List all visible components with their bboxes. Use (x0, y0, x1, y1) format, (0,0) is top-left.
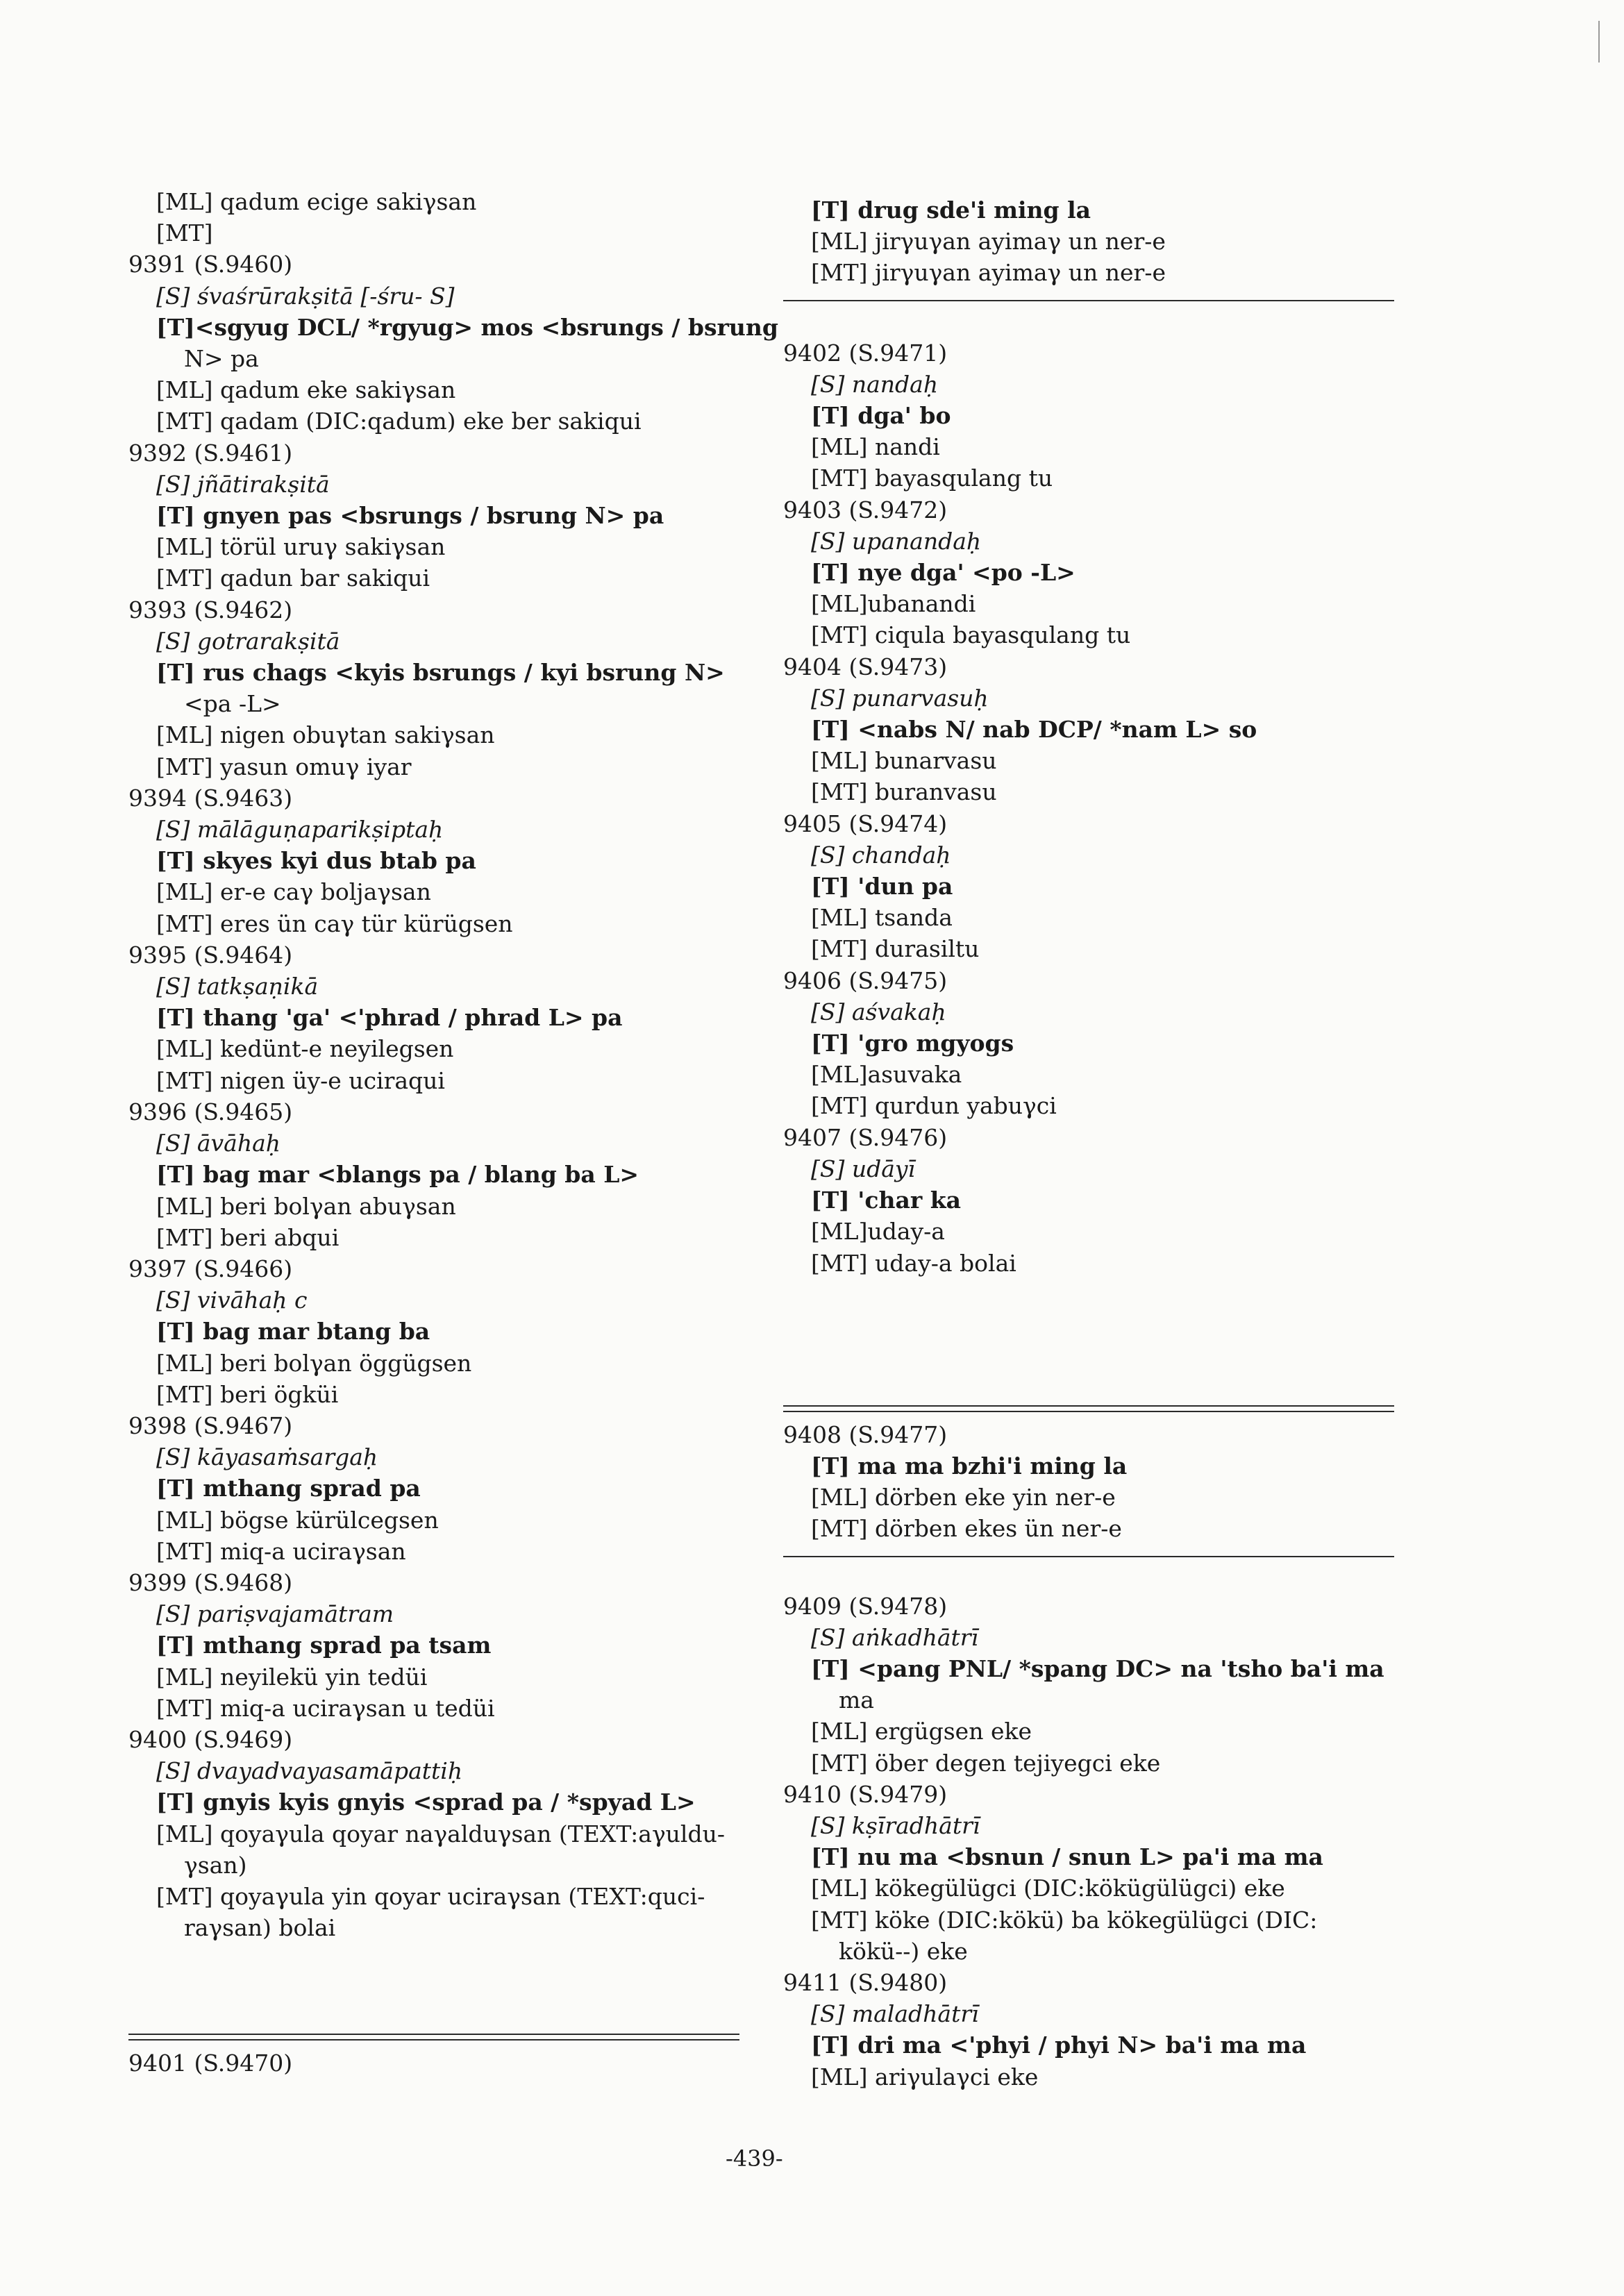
mongolian-ml-line: [ML] beri bolγan abuγsan (156, 1192, 456, 1220)
tibetan-line: [T] 'dun pa (811, 873, 953, 900)
tibetan-line: [T] bag mar <blangs pa / blang ba L> (156, 1161, 639, 1189)
mongolian-ml-line: [ML] nigen obuγtan sakiγsan (156, 721, 495, 749)
tibetan-line: [T] 'char ka (811, 1187, 961, 1214)
entry-number: 9400 (S.9469) (128, 1725, 293, 1753)
sanskrit-line: [S] pariṣvajamātram (156, 1600, 394, 1628)
tibetan-line: [T] dga' bo (811, 402, 951, 430)
mongolian-ml-line: [ML]uday-a (811, 1218, 945, 1246)
mongolian-mt-line: [MT] miq-a uciraγsan (156, 1537, 406, 1565)
tibetan-line: [T] ma ma bzhi'i ming la (811, 1452, 1128, 1480)
mongolian-mt-line: [MT] buranvasu (811, 778, 997, 806)
sanskrit-line: [S] kṣīradhātrī (811, 1811, 980, 1839)
entry-continuation: raγsan) bolai (184, 1914, 336, 1942)
sanskrit-line: [S] dvayadvayasamāpattiḥ (156, 1757, 463, 1785)
mongolian-mt-line: [MT] eres ün caγ tür kürügsen (156, 910, 513, 937)
mongolian-mt-line: [MT] yasun omuγ iyar (156, 753, 412, 780)
tibetan-line: [T] <pang PNL/ *spang DC> na 'tsho ba'i ma (811, 1654, 1384, 1682)
mongolian-ml-line: [ML] jirγuγan ayimaγ un ner-e (811, 228, 1166, 255)
sanskrit-line: [S] mālāguṇaparikṣiptaḥ (156, 816, 444, 844)
entry-number: 9399 (S.9468) (128, 1568, 293, 1596)
entry-number: 9403 (S.9472) (783, 496, 948, 523)
section-rule (783, 300, 1394, 301)
sanskrit-line: [S] jñātirakṣitā (156, 470, 330, 498)
mongolian-mt-line: [MT] nigen üy-e uciraqui (156, 1066, 445, 1094)
mongolian-mt-line: [MT] qadun bar sakiqui (156, 564, 430, 592)
mongolian-ml-line: [ML] qoyaγula qoyar naγalduγsan (TEXT:aγuldu- (156, 1820, 726, 1847)
sanskrit-line: [S] śvaśrūrakṣitā [-śru- S] (156, 282, 455, 310)
mongolian-ml-line: [ML] tsanda (811, 904, 953, 932)
tibetan-line: [T] <nabs N/ nab DCP/ *nam L> so (811, 716, 1257, 744)
entry-number: 9393 (S.9462) (128, 596, 293, 623)
tibetan-line: [T] thang 'ga' <'phrad / phrad L> pa (156, 1004, 623, 1032)
mongolian-mt-line: [MT] qadam (DIC:qadum) eke ber sakiqui (156, 408, 642, 435)
entry-number: 9407 (S.9476) (783, 1123, 948, 1151)
entry-number: 9394 (S.9463) (128, 784, 293, 812)
left-spacer (128, 1943, 753, 2025)
double-rule (128, 2034, 739, 2035)
entry-number: 9408 (S.9477) (783, 1421, 948, 1448)
mongolian-mt-line: [MT] beri abqui (156, 1223, 340, 1251)
mongolian-mt-line: [MT] qoyaγula yin qoyar uciraγsan (TEXT:quci- (156, 1882, 705, 1910)
mongolian-ml-line: [ML] törül uruγ sakiγsan (156, 533, 446, 561)
sanskrit-line: [S] punarvasuḥ (811, 684, 989, 712)
mongolian-ml-line: [ML] neyilekü yin tedüi (156, 1663, 428, 1691)
mongolian-mt-line: [MT] (156, 219, 213, 247)
sanskrit-line: [S] vivāhaḥ c (156, 1287, 308, 1314)
entry-continuation: γsan) (184, 1851, 247, 1879)
mongolian-mt-line: [MT] köke (DIC:kökü) ba kökegülügci (DIC: (811, 1906, 1318, 1934)
mongolian-mt-line: [MT] dörben ekes ün ner-e (811, 1515, 1122, 1543)
section-rule (783, 1556, 1394, 1557)
right-column (783, 194, 1408, 2093)
mongolian-ml-line: [ML] qadum ecige sakiγsan (156, 188, 477, 215)
tibetan-line: [T]<sgyug DCL/ *rgyug> mos <bsrungs / bsrung (156, 313, 778, 341)
entry-continuation: <pa -L> (184, 690, 281, 718)
entry-continuation: N> pa (184, 345, 259, 373)
mongolian-ml-line: [ML]asuvaka (811, 1061, 962, 1089)
entry-number: 9406 (S.9475) (783, 966, 948, 994)
mongolian-ml-line: [ML] kedünt-e neyilegsen (156, 1035, 454, 1063)
mongolian-mt-line: [MT] qurdun yabuγci (811, 1092, 1057, 1120)
scan-edge-mark (1598, 21, 1600, 62)
tibetan-line: [T] rus chags <kyis bsrungs / kyi bsrung N> (156, 659, 725, 687)
tibetan-line: [T] nu ma <bsnun / snun L> pa'i ma ma (811, 1843, 1323, 1871)
mongolian-mt-line: [MT] jirγuγan ayimaγ un ner-e (811, 259, 1166, 287)
entry-number: 9411 (S.9480) (783, 1968, 948, 1996)
boxed-entry (783, 1419, 1408, 1545)
mongolian-mt-line: [MT] öber degen tejiyegci eke (811, 1749, 1161, 1777)
mongolian-ml-line: [ML] qadum eke sakiγsan (156, 376, 456, 404)
mongolian-ml-line: [ML] bögse kürülcegsen (156, 1506, 439, 1534)
mongolian-mt-line: [MT] miq-a uciraγsan u tedüi (156, 1694, 495, 1722)
entry-number: 9410 (S.9479) (783, 1780, 948, 1808)
right-middle-entries (783, 337, 1408, 1279)
mongolian-mt-line: [MT] ciqula bayasqulang tu (811, 621, 1131, 649)
left-entries (128, 186, 778, 1943)
tibetan-line: [T] skyes kyi dus btab pa (156, 847, 476, 875)
sanskrit-line: [S] āvāhaḥ (156, 1130, 281, 1157)
footer-entry-number: 9401 (S.9470) (128, 2050, 293, 2077)
entry-number: 9409 (S.9478) (783, 1592, 948, 1620)
sanskrit-line: [S] udāyī (811, 1155, 916, 1182)
tibetan-line: [T] gnyen pas <bsrungs / bsrung N> pa (156, 502, 664, 530)
mongolian-ml-line: [ML] nandi (811, 433, 940, 461)
entry-number: 9405 (S.9474) (783, 810, 948, 837)
tibetan-line: [T] drug sde'i ming la (811, 196, 1091, 224)
sanskrit-line: [S] tatkṣaṇikā (156, 973, 319, 1000)
page-number: -439- (726, 2145, 783, 2172)
tibetan-line: [T] 'gro mgyogs (811, 1030, 1014, 1057)
sanskrit-line: [S] maladhātrī (811, 2000, 979, 2028)
mongolian-mt-line: [MT] durasiltu (811, 935, 980, 963)
tibetan-line: [T] nye dga' <po -L> (811, 559, 1075, 587)
entry-number: 9392 (S.9461) (128, 439, 293, 467)
entry-number: 9404 (S.9473) (783, 653, 948, 680)
mongolian-ml-line: [ML]ubanandi (811, 590, 976, 618)
entry-number: 9391 (S.9460) (128, 251, 293, 278)
entry-number: 9398 (S.9467) (128, 1411, 293, 1439)
mongolian-mt-line: [MT] bayasqulang tu (811, 464, 1053, 492)
right-bottom-entries (783, 1591, 1408, 2093)
tibetan-line: [T] dri ma <'phyi / phyi N> ba'i ma ma (811, 2031, 1307, 2059)
entry-number: 9396 (S.9465) (128, 1098, 293, 1125)
mongolian-mt-line: [MT] uday-a bolai (811, 1249, 1016, 1277)
mongolian-ml-line: [ML] dörben eke yin ner-e (811, 1484, 1116, 1511)
sanskrit-line: [S] kāyasaṁsargaḥ (156, 1443, 378, 1471)
mongolian-ml-line: [ML] er-e caγ boljaγsan (156, 878, 431, 906)
right-top-entries (783, 194, 1408, 289)
mongolian-mt-line: [MT] beri ögküi (156, 1380, 339, 1408)
sanskrit-line: [S] aśvakaḥ (811, 998, 946, 1025)
tibetan-line: [T] mthang sprad pa (156, 1475, 421, 1502)
sanskrit-line: [S] chandaḥ (811, 841, 951, 869)
double-rule (783, 1405, 1394, 1407)
tibetan-line: [T] gnyis kyis gnyis <sprad pa / *spyad L> (156, 1788, 696, 1816)
sanskrit-line: [S] aṅkadhātrī (811, 1623, 979, 1651)
tibetan-line: [T] bag mar btang ba (156, 1318, 430, 1346)
mongolian-ml-line: [ML] bunarvasu (811, 747, 997, 775)
entry-continuation: ma (839, 1686, 874, 1714)
mongolian-ml-line: [ML] beri bolγan öggügsen (156, 1349, 472, 1377)
sanskrit-line: [S] gotrarakṣitā (156, 627, 340, 655)
entry-number: 9402 (S.9471) (783, 339, 948, 367)
entry-number: 9397 (S.9466) (128, 1255, 293, 1282)
mongolian-ml-line: [ML] ariγulaγci eke (811, 2063, 1039, 2090)
left-column (128, 186, 778, 2079)
tibetan-line: [T] mthang sprad pa tsam (156, 1632, 492, 1659)
entry-number: 9395 (S.9464) (128, 941, 293, 969)
mongolian-ml-line: [ML] kökegülügci (DIC:kökügülügci) eke (811, 1875, 1285, 1902)
entry-continuation: kökü--) eke (839, 1937, 968, 1965)
mongolian-ml-line: [ML] ergügsen eke (811, 1718, 1032, 1745)
sanskrit-line: [S] nandaḥ (811, 370, 939, 398)
sanskrit-line: [S] upanandaḥ (811, 527, 982, 555)
